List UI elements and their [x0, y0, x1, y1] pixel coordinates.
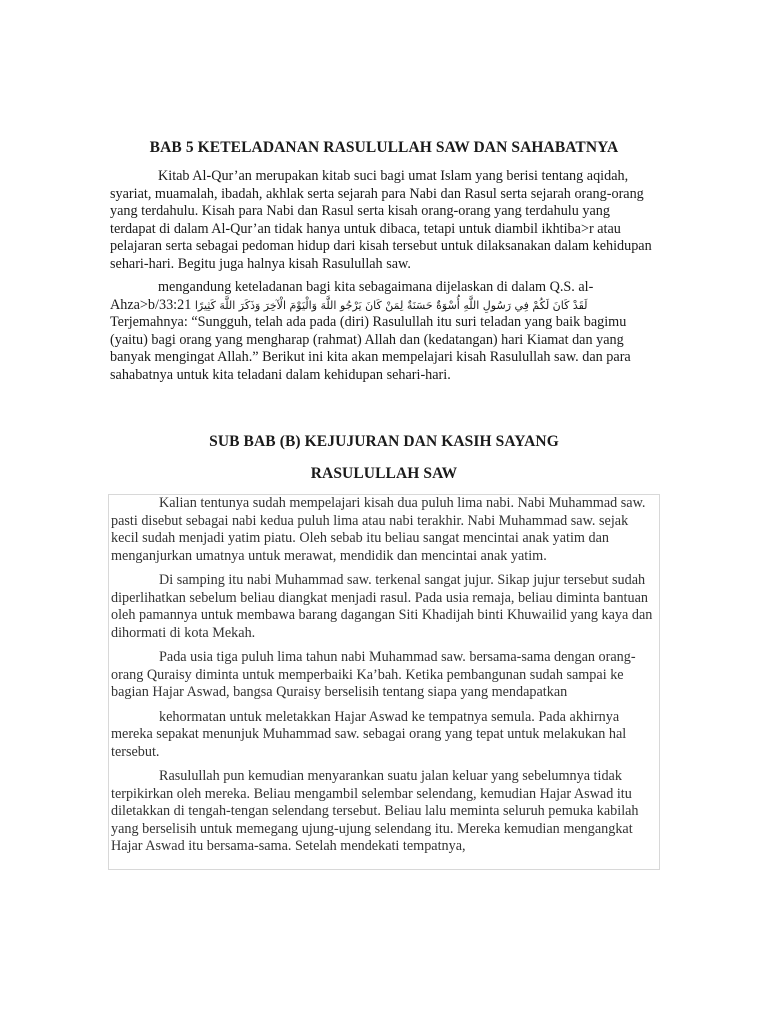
intro-section — [110, 168, 658, 273]
box-paragraph: Di samping itu nabi Muhammad saw. terkenal sangat jujur. Sikap jujur tersebut sudah diperlihatkan sebelum beliau diangkat menjadi rasul. Pada usia remaja, beliau diminta bantuan oleh pamannya untuk membawa barang dagangan Siti Khadijah binti Khuwailid yang kaya dan dihormati di kota Mekah. — [111, 572, 653, 641]
excerpt-box — [108, 494, 660, 870]
verse-intro-text: mengandung keteladanan bagi kita sebagaimana dijelaskan di dalam Q.S. al-Ahza>b/33:21 — [110, 279, 594, 313]
chapter-title: BAB 5 KETELADANAN RASULULLAH SAW DAN SAHABATNYA — [149, 139, 619, 156]
subchapter-title-line1: SUB BAB (B) KEJUJURAN DAN KASIH SAYANG — [209, 433, 559, 450]
intro-paragraph: Kitab Al-Qur’an merupakan kitab suci bagi umat Islam yang berisi tentang aqidah, syariat, muamalah, ibadah, akhlak serta sejarah para Nabi dan Rasul serta sejarah orang-orang yang terdahulu. Kisah para Nabi dan Rasul serta kisah orang-orang yang terdahulu yang terdapat di dalam Al-Qur’an tidak hanya untuk dibaca, tetapi untuk diambil ikhtiba>r atau pelajaran serta sebagai pedoman hidup dari kisah tersebut untuk dilaksanakan dalam kehidupan sehari-hari. Begitu juga halnya kisah Rasulullah saw. — [110, 168, 652, 272]
verse-paragraph — [110, 279, 658, 384]
box-paragraph: kehormatan untuk meletakkan Hajar Aswad ke tempatnya semula. Pada akhirnya mereka sepakat menunjuk Muhammad saw. sebagai orang yang tepat untuk melakukan hal tersebut. — [111, 708, 627, 760]
verse-section — [110, 279, 658, 384]
subchapter-title-line2: RASULULLAH SAW — [310, 465, 458, 482]
box-paragraph: Kalian tentunya sudah mempelajari kisah dua puluh lima nabi. Nabi Muhammad saw. pasti disebut sebagai nabi kedua puluh lima atau nabi terakhir. Nabi Muhammad saw. sejak kecil sudah menjadi yatim piatu. Oleh sebab itu beliau sangat mencintai anak yatim dan menganjurkan umatnya untuk merawat, mendidik dan mencintai anak yatim. — [111, 495, 646, 564]
arabic-verse: لَقَدْ كَانَ لَكُمْ فِي رَسُولِ اللَّهِ أُسْوَةٌ حَسَنَةٌ لِمَنْ كَانَ يَرْجُو اللَّهَ وَالْيَوْمَ الْآخِرَ وَذَكَرَ اللَّهَ كَثِيرًا — [194, 298, 588, 312]
box-paragraph: Rasulullah pun kemudian menyarankan suatu jalan keluar yang sebelumnya tidak terpikirkan oleh mereka. Beliau mengambil selembar selendang, kemudian Hajar Aswad itu diletakkan di tengah-tengan selendang tersebut. Beliau lalu meminta seluruh pemuka kabilah yang berselisih untuk memegang ujung-ujung selendang itu. Mereka kemudian mengangkat Hajar Aswad itu bersama-sama. Setelah mendekati tempatnya, — [111, 768, 639, 854]
verse-translation-text: Terjemahnya: “Sungguh, telah ada pada (diri) Rasulullah itu suri teladan yang baik bagimu (yaitu) bagi orang yang mengharap (rahmat) Allah dan (kedatangan) hari Kiamat dan yang banyak mengingat Allah.” Berikut ini kita akan mempelajari kisah Rasulullah saw. dan para sahabatnya untuk kita teladani dalam kehidupan sehari-hari. — [110, 314, 631, 383]
box-paragraph: Pada usia tiga puluh lima tahun nabi Muhammad saw. bersama-sama dengan orang-orang Quraisy diminta untuk memperbaiki Ka’bah. Ketika pembangunan sudah sampai ke bagian Hajar Aswad, bangsa Quraisy berselisih tentang siapa yang mendapatkan — [111, 649, 636, 700]
